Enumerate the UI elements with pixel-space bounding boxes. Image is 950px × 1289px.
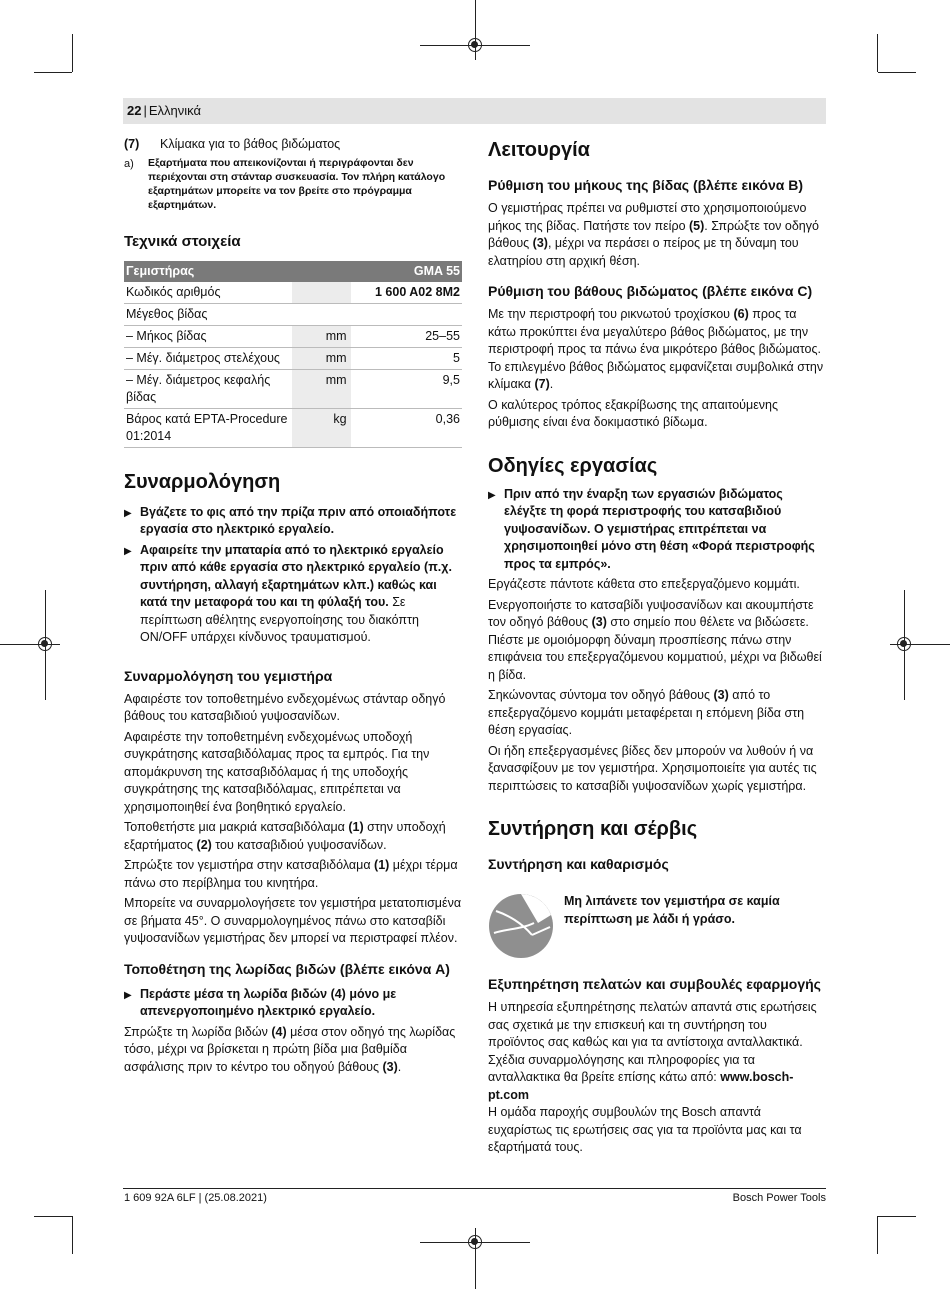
- spec-table: [124, 261, 462, 448]
- paragraph: Αφαιρέστε τον τοποθετημένο ενδεχομένως στάνταρ οδηγό βάθους του κατσαβιδιού γυψοσανίδων.: [124, 691, 446, 723]
- paragraph: Σηκώνοντας σύντομα τον οδηγό βάθους (3) από το επεξεργαζόμενο κομμάτι μεταφέρεται η επόμενη βίδα στη θέση εργασίας.: [488, 688, 805, 737]
- spec-unit: [292, 282, 351, 304]
- component-item-7: [124, 136, 462, 154]
- registration-mark-icon: [897, 637, 911, 651]
- paragraph: Με την περιστροφή του ρικνωτού τροχίσκου (6) προς τα κάτω προκύπτει ένα μεγαλύτερο βάθος βιδώματος, με την περιστροφή προς τα πάνω ένα μικρότερο βάθος βιδώματος. Το επιλεγμένο βάθος βιδώματος εμφανίζεται συμβολικά στην κλίμακα (7).: [488, 307, 824, 391]
- crop-mark: [878, 1216, 916, 1217]
- paragraph: Μπορείτε να συναρμολογήσετε τον γεμιστήρα μετατοπισμένα σε βήματα 45°. Ο συναρμολογημένος πάνω στο κατσαβίδι γυψοσανίδων γεμιστήρας δεν μπορεί να περιστραφεί πλέον.: [124, 896, 462, 945]
- paragraph: Ο γεμιστήρας πρέπει να ρυθμιστεί στο χρησιμοποιούμενο μήκος της βίδας. Πατήστε τον πείρο (5). Σπρώξτε τον οδηγό βάθους (3), μέχρι να περάσει ο πείρος με τη δύναμη του ελατηρίου στη αρχική θέση.: [488, 201, 819, 268]
- tech-heading: Τεχνικά στοιχεία: [124, 232, 241, 250]
- footer-rule: [123, 1188, 826, 1189]
- table-row: [124, 408, 462, 447]
- paragraph: Σπρώξτε τη λωρίδα βιδών (4) μέσα στον οδηγό της λωρίδας τόσο, μέχρι να βρίσκεται η πρώτη βίδα μια βαθμίδα ασφάλισης πριν το κέντρο του οδηγού βάθους (3).: [124, 1024, 456, 1074]
- crop-mark: [877, 34, 878, 72]
- crop-mark: [72, 1216, 73, 1254]
- spec-name: Μέγεθος βίδας: [124, 303, 462, 325]
- footer-brand: Bosch Power Tools: [732, 1192, 826, 1204]
- spec-unit: mm: [292, 347, 351, 369]
- footnote-text: Εξαρτήματα που απεικονίζονται ή περιγράφονται δεν περιέχονται στη στάνταρ συσκευασία. Τον πλήρη κατάλογο εξαρτημάτων μπορείτε να τον βρείτε στο πρόγραμμα εξαρτημάτων.: [148, 156, 446, 211]
- bullet-text-normal: Σε περίπτωση αθέλητης ενεργοποίησης του διακόπτη ON/OFF υπάρχει κίνδυνος τραυματισμού.: [140, 595, 419, 644]
- bullet-text: Βγάζετε το φις από την πρίζα πριν από οποιαδήποτε εργασία στο ηλεκτρικό εργαλείο.: [140, 504, 457, 536]
- instructions-heading: Οδηγίες εργασίας: [488, 454, 658, 477]
- paragraph: Η υπηρεσία εξυπηρέτησης πελατών απαντά στις ερωτήσεις σας σχετικά με την επισκευή και τη συντήρηση του προϊόντος σας καθώς και για τα αντίστοιχα ανταλλακτικά. Σχέδια συναρμολόγησης και πληροφορίες για τα ανταλλακτικα θα βρείτε επίσης κάτω από: www.bosch-pt.com: [488, 1000, 817, 1102]
- bullet-text: Πριν από την έναρξη των εργασιών βιδώματος ελέγξτε τη φορά περιστροφής του κατσαβιδιού γυψοσανίδων. Ο γεμιστήρας επιτρέπεται να χρησιμοποιηθεί μόνο στη θέση «Φορά περιστροφής προς τα εμπρός».: [504, 486, 815, 571]
- website-link[interactable]: www.bosch-pt.com: [488, 1070, 794, 1102]
- warning-text: Μη λιπάνετε τον γεμιστήρα σε καμία περίπτωση με λάδι ή γράσο.: [564, 894, 780, 926]
- paragraph: Εργάζεστε πάντοτε κάθετα στο επεξεργαζόμενο κομμάτι.: [488, 577, 800, 591]
- right-column: [488, 136, 826, 1160]
- footer-doc-code: 1 609 92A 6LF | (25.08.2021): [124, 1192, 267, 1204]
- spec-head-model: GMA 55: [351, 261, 462, 282]
- table-row: [124, 303, 462, 325]
- paragraph: Τοποθετήστε μια μακριά κατσαβιδόλαμα (1) στην υποδοχή εξαρτήματος (2) του κατσαβιδιού γυψοσανίδων.: [124, 820, 446, 852]
- no-lubricant-icon: [488, 893, 554, 959]
- spec-name: Κωδικός αριθμός: [124, 282, 292, 304]
- safety-bullet: [124, 542, 462, 647]
- table-row: [124, 347, 462, 369]
- crop-mark: [72, 34, 73, 72]
- spec-unit: kg: [292, 408, 351, 447]
- registration-mark-icon: [468, 1235, 482, 1249]
- header-separator: |: [143, 103, 147, 118]
- bullet-text: Περάστε μέσα τη λωρίδα βιδών (4) μόνο με απενεργοποιημένο ηλεκτρικό εργαλείο.: [140, 986, 397, 1018]
- crop-mark: [877, 1216, 878, 1254]
- paragraph: Η ομάδα παροχής συμβουλών της Bosch απαντά ευχαρίστως τις ερωτήσεις σας για τα προϊόντα μας και τα εξαρτήματά τους.: [488, 1105, 802, 1154]
- safety-bullet: [488, 486, 826, 574]
- crop-mark: [34, 72, 72, 73]
- paragraph: Ο καλύτερος τρόπος εξακρίβωσης της απαιτούμενης ρύθμισης είναι ένα δοκιμαστικό βίδωμα.: [488, 397, 779, 429]
- assembly-heading: Συναρμολόγηση: [124, 470, 281, 493]
- item-text: Κλίμακα για το βάθος βιδώματος: [160, 137, 341, 151]
- triangle-bullet-icon: ▶: [124, 989, 132, 1001]
- mag-assembly-heading: Συναρμολόγηση του γεμιστήρα: [124, 667, 333, 684]
- spec-name: – Μήκος βίδας: [124, 325, 292, 347]
- spec-unit: mm: [292, 325, 351, 347]
- spec-name: Βάρος κατά EPTA‑Procedure 01:2014: [124, 408, 292, 447]
- spec-table-head: [124, 261, 462, 282]
- cleaning-heading: Συντήρηση και καθαρισμός: [488, 856, 669, 872]
- spec-value: 1 600 A02 8M2: [351, 282, 462, 304]
- table-row: [124, 369, 462, 408]
- spec-head-name: Γεμιστήρας: [124, 261, 292, 282]
- spec-name: – Μέγ. διάμετρος στελέχους: [124, 347, 292, 369]
- paragraph: Ενεργοποιήστε το κατσαβίδι γυψοσανίδων και ακουμπήστε τον οδηγό βάθους (3) στο σημείο που θέλετε να βιδώσετε. Πιέστε με ομοιόμορφη δύναμη προσπίεσης πάνω στην επιφάνεια του επεξεργαζόμενου κομματιού, μέχρι να βιδωθεί η βίδα.: [488, 597, 822, 682]
- crop-mark: [878, 72, 916, 73]
- length-heading: Ρύθμιση του μήκους της βίδας (βλέπε εικόνα B): [488, 177, 804, 193]
- service-heading: Συντήρηση και σέρβις: [488, 818, 698, 840]
- depth-heading: Ρύθμιση του βάθους βιδώματος (βλέπε εικόνα C): [488, 283, 813, 299]
- triangle-bullet-icon: ▶: [124, 507, 132, 519]
- spec-value: 0,36: [351, 408, 462, 447]
- paragraph: Σπρώξτε τον γεμιστήρα στην κατσαβιδόλαμα (1) μέχρι τέρμα πάνω στο περίβλημα του κινητήρα.: [124, 858, 458, 890]
- warning-box: [488, 893, 826, 959]
- table-row: [124, 282, 462, 304]
- paragraph: Οι ήδη επεξεργασμένες βίδες δεν μπορούν να λυθούν ή να ξανασφίξουν με τον γεμιστήρα. Χρησιμοποιείτε για αυτές τις περιπτώσεις το κατσαβίδι γυψοσανίδων χωρίς γεμιστήρα.: [488, 743, 817, 793]
- header-language: Ελληνικά: [148, 103, 202, 118]
- spec-value: 5: [351, 347, 462, 369]
- triangle-bullet-icon: ▶: [488, 489, 496, 501]
- table-row: [124, 325, 462, 347]
- customer-heading: Εξυπηρέτηση πελατών και συμβουλές εφαρμογής: [488, 976, 821, 992]
- registration-mark-icon: [468, 38, 482, 52]
- operation-heading: Λειτουργία: [488, 139, 590, 161]
- crop-mark: [34, 1216, 72, 1217]
- registration-mark-icon: [38, 637, 52, 651]
- strip-heading: Τοποθέτηση της λωρίδας βιδών (βλέπε εικόνα A): [124, 960, 450, 977]
- spec-name: – Μέγ. διάμετρος κεφαλής βίδας: [124, 369, 292, 408]
- safety-bullet: [124, 504, 462, 539]
- spec-value: 9,5: [351, 369, 462, 408]
- spec-value: 25–55: [351, 325, 462, 347]
- left-column: [124, 136, 462, 1079]
- triangle-bullet-icon: ▶: [124, 545, 132, 557]
- spec-unit: mm: [292, 369, 351, 408]
- bullet-text-bold: Αφαιρείτε την μπαταρία από το ηλεκτρικό εργαλείο πριν από κάθε εργασία στο ηλεκτρικό εργαλείο (π.χ. συντήρηση, αλλαγή εξαρτημάτων κλπ.) καθώς και κατά την μεταφορά του και τη φύλαξή του.: [140, 542, 452, 609]
- item-number: (7): [124, 137, 140, 151]
- footnote: [124, 156, 462, 212]
- safety-bullet: [124, 986, 462, 1021]
- page-number: 22: [127, 103, 142, 118]
- paragraph: Αφαιρέστε την τοποθετημένη ενδεχομένως υποδοχή συγκράτησης κατσαβιδόλαμας προς τα εμπρός. Για την απομάκρυνση της κατσαβιδόλαμας ή της υποδοχής συγκράτησης της κατσαβιδόλαμας, επιτρέπεται να χρησιμοποιηθεί ένα βοηθητικό εργαλείο.: [124, 729, 430, 814]
- footnote-marker: a): [124, 157, 134, 170]
- page-header: [123, 98, 826, 124]
